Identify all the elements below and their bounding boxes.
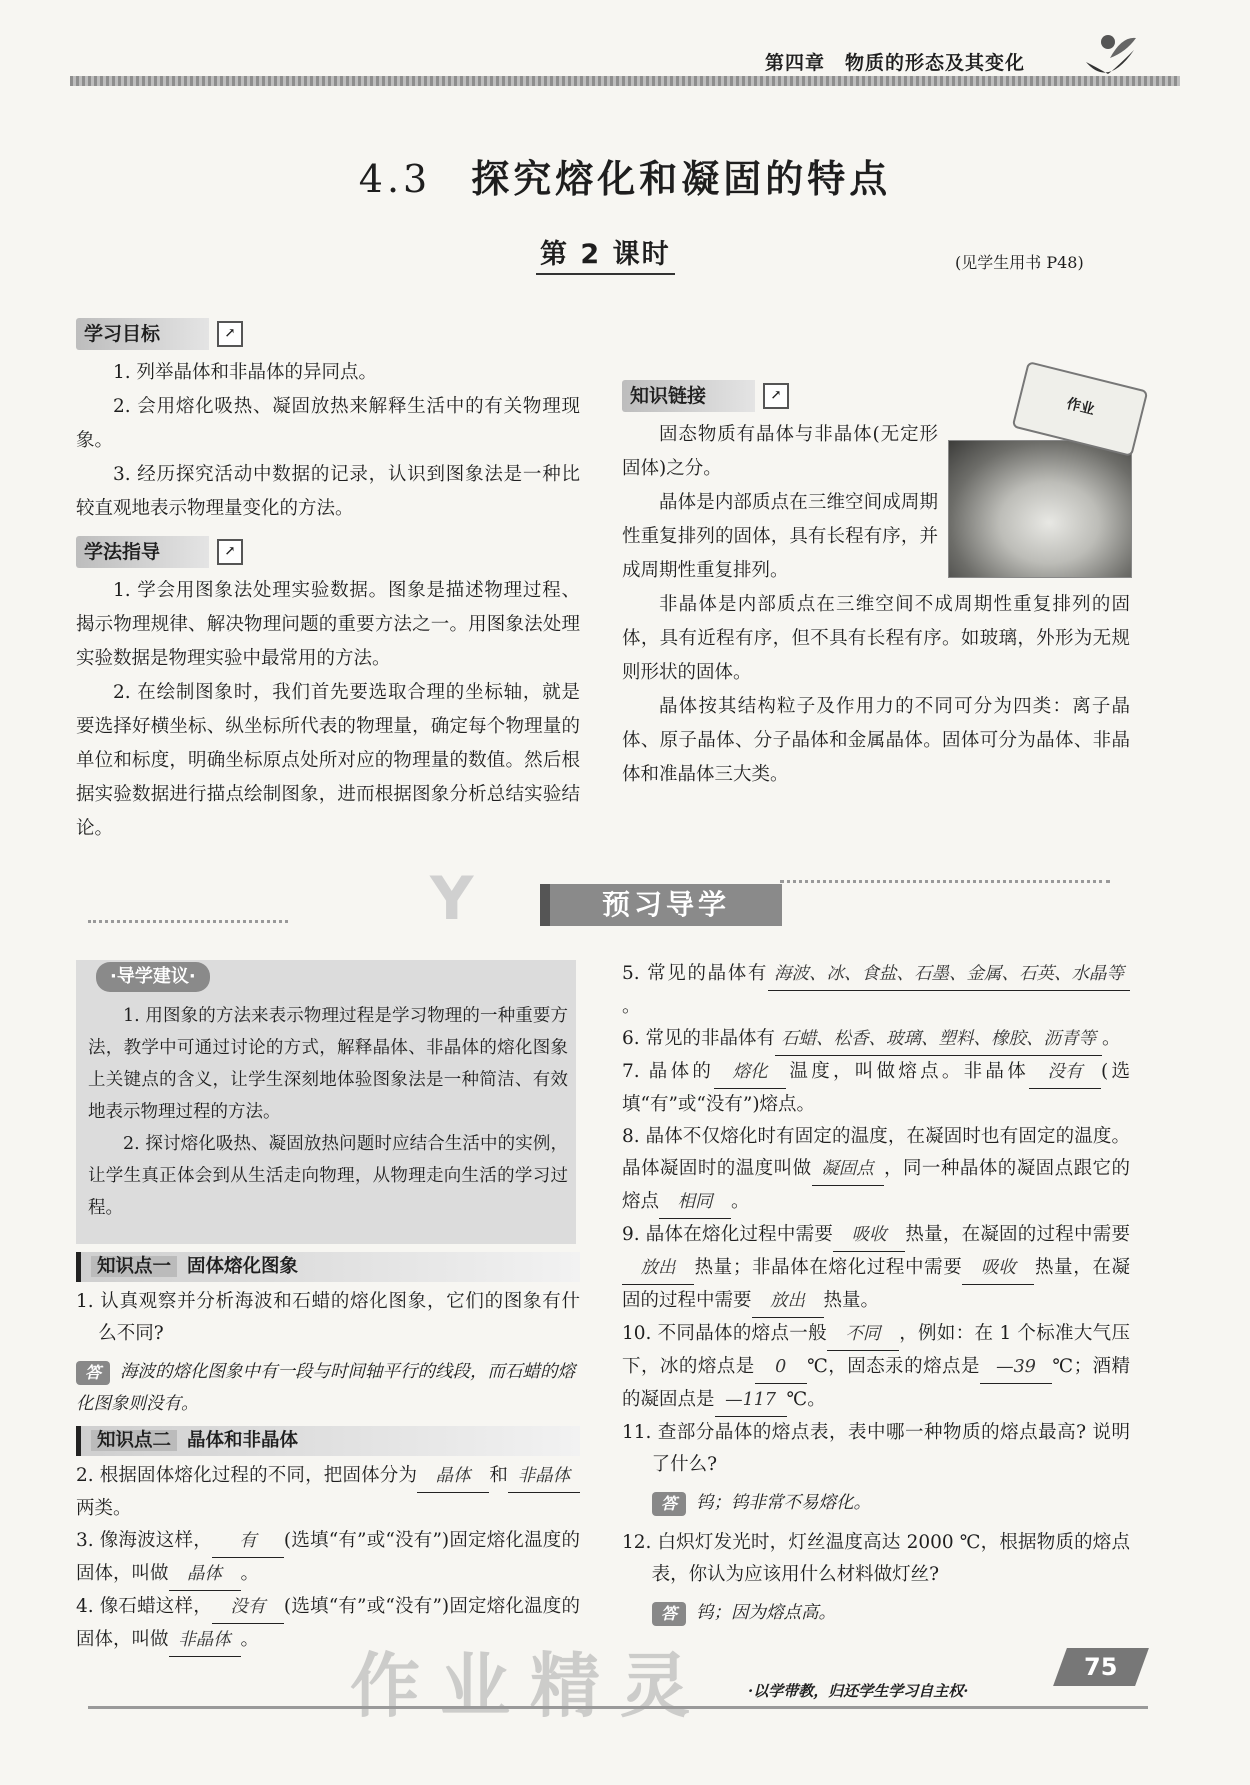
page-number-text: 75 bbox=[1084, 1653, 1118, 1681]
q10-post: ℃。 bbox=[786, 1389, 826, 1410]
q9-blank-2: 放出 bbox=[622, 1252, 694, 1285]
q7-post: (选填“有”或“没有”)熔点。 bbox=[622, 1061, 1130, 1115]
q3-mid: (选填“有”或“没有”)固定熔化温度的固体，叫做 bbox=[76, 1530, 580, 1584]
kp2-heading bbox=[76, 1426, 580, 1456]
method-item: 1. 学会用图象法处理实验数据。图象是描述物理过程、揭示物理规律、解决物理问题的重要方法之一。用图象法处理实验数据是物理实验中最常用的方法。 bbox=[76, 580, 580, 669]
q2-post: 两类。 bbox=[76, 1498, 132, 1519]
q9-m3: 热量，在凝固的过程中需要 bbox=[622, 1257, 1130, 1311]
knowledge-points-left bbox=[76, 1252, 580, 1657]
chapter-header: 第四章 物质的形态及其变化 bbox=[765, 52, 1026, 74]
q10-blank-1: 不同 bbox=[827, 1318, 899, 1351]
homework-stamp: 作业 bbox=[1012, 361, 1149, 457]
question-8 bbox=[622, 1121, 1130, 1219]
lesson-label: 第 2 课时 bbox=[536, 232, 675, 275]
methods-tag: 学法指导 bbox=[76, 536, 209, 568]
kp1-title: 固体熔化图象 bbox=[187, 1256, 299, 1277]
q3-pre: 3. 像海波这样， bbox=[76, 1530, 212, 1551]
q9-blank-3: 吸收 bbox=[962, 1252, 1034, 1285]
kp2-title: 晶体和非晶体 bbox=[187, 1430, 299, 1451]
q5-post: 。 bbox=[622, 996, 641, 1017]
answer-1 bbox=[76, 1356, 580, 1420]
goal-item: 3. 经历探究活动中数据的记录，认识到图象法是一种比较直观地表示物理量变化的方法。 bbox=[76, 464, 580, 519]
q9-m2: 热量；非晶体在熔化过程中需要 bbox=[694, 1257, 963, 1278]
q3-blank-2: 晶体 bbox=[169, 1558, 241, 1591]
q9-blank-4: 放出 bbox=[752, 1285, 824, 1318]
q2-blank-1: 晶体 bbox=[417, 1460, 489, 1493]
q10-blank-3: —39 bbox=[980, 1351, 1052, 1384]
answer-1-text: 海波的熔化图象中有一段与时间轴平行的线段，而石蜡的熔化图象则没有。 bbox=[76, 1362, 575, 1414]
q4-blank-2: 非晶体 bbox=[169, 1624, 241, 1657]
footer-line bbox=[88, 1706, 1148, 1709]
watermark: 作业精灵 bbox=[350, 1645, 710, 1727]
q10-blank-2: 0 bbox=[755, 1351, 807, 1384]
section-title: 探究熔化和凝固的特点 bbox=[471, 157, 892, 201]
knowledge-paragraph: 晶体是内部质点在三维空间成周期性重复排列的固体，具有长程有序，并成周期性重复排列。 bbox=[622, 492, 938, 581]
arrow-icon: ↗ bbox=[217, 321, 243, 347]
q9-m1: 热量，在凝固的过程中需要 bbox=[905, 1224, 1130, 1245]
q6-post: 。 bbox=[1102, 1028, 1121, 1049]
q10-pre: 10. 不同晶体的熔点一般 bbox=[622, 1323, 827, 1344]
q2-mid: 和 bbox=[489, 1465, 508, 1486]
header-band bbox=[70, 76, 1180, 86]
question-12: 12. 白炽灯发光时，灯丝温度高达 2000 ℃，根据物质的熔点表，你认为应该用什么材料做灯丝? bbox=[622, 1532, 1130, 1585]
q8-post: 。 bbox=[731, 1191, 750, 1212]
goal-item: 1. 列举晶体和非晶体的异同点。 bbox=[113, 362, 378, 383]
footer-motto: ·以学带教，归还学生学习自主权· bbox=[748, 1682, 969, 1700]
questions-right bbox=[622, 958, 1130, 1629]
q6-pre: 6. 常见的非晶体有 bbox=[622, 1028, 776, 1049]
q9-pre: 9. 晶体在熔化过程中需要 bbox=[622, 1224, 834, 1245]
question-6 bbox=[622, 1023, 1130, 1056]
crystal-salt-photo bbox=[948, 440, 1132, 578]
arrow-icon: ↗ bbox=[763, 383, 789, 409]
answer-badge-icon: 答 bbox=[76, 1361, 110, 1385]
question-7 bbox=[622, 1056, 1130, 1121]
kp1-label: 知识点一 bbox=[91, 1256, 177, 1277]
q8-pre: 8. 晶体不仅熔化时有固定的温度，在凝固时也有固定的温度。晶体凝固时的温度叫做 bbox=[622, 1126, 1130, 1179]
q9-post: 热量。 bbox=[823, 1290, 880, 1311]
banner-divider-left bbox=[88, 920, 288, 923]
knowledge-paragraph: 固态物质有晶体与非晶体(无定形固体)之分。 bbox=[622, 424, 938, 479]
q7-blank-1: 熔化 bbox=[714, 1056, 786, 1089]
q7-mid: 温度，叫做熔点。非晶体 bbox=[786, 1061, 1029, 1082]
answer-badge-icon: 答 bbox=[652, 1602, 686, 1626]
goal-item: 2. 会用熔化吸热、凝固放热来解释生活中的有关物理现象。 bbox=[76, 396, 580, 451]
knowledge-link-tag: 知识链接 bbox=[622, 380, 755, 412]
question-3 bbox=[76, 1525, 580, 1591]
q4-mid: (选填“有”或“没有”)固定熔化温度的固体，叫做 bbox=[76, 1596, 580, 1650]
guide-item: 2. 探讨熔化吸热、凝固放热问题时应结合生活中的实例，让学生真正体会到从生活走向物理，从物理走向生活的学习过程。 bbox=[88, 1134, 568, 1218]
banner-letter: Y bbox=[430, 864, 474, 934]
q10-m1: ，例如：在 1 个标准大气压下，冰的熔点是 bbox=[622, 1323, 1130, 1377]
guide-content bbox=[88, 1000, 568, 1224]
q5-blank: 海波、冰、食盐、石墨、金属、石英、水晶等 bbox=[768, 958, 1130, 991]
q2-pre: 2. 根据固体熔化过程的不同，把固体分为 bbox=[76, 1465, 418, 1486]
q5-pre: 5. 常见的晶体有 bbox=[622, 963, 768, 984]
q3-blank-1: 有 bbox=[212, 1525, 284, 1558]
banner-divider-right bbox=[780, 880, 1110, 883]
q10-m2: ℃，固态汞的熔点是 bbox=[806, 1356, 980, 1377]
q6-blank: 石蜡、松香、玻璃、塑料、橡胶、沥青等 bbox=[775, 1023, 1102, 1056]
q9-blank-1: 吸收 bbox=[833, 1219, 905, 1252]
answer-11 bbox=[652, 1487, 1130, 1519]
q4-pre: 4. 像石蜡这样， bbox=[76, 1596, 212, 1617]
page-title bbox=[0, 148, 1250, 203]
guide-item: 1. 用图象的方法来表示物理过程是学习物理的一种重要方法，教学中可通过讨论的方式，解释晶体、非晶体的熔化图象上关键点的含义，让学生深刻地体验图象法是一种简洁、有效地表示物理过程的方法。 bbox=[88, 1006, 568, 1122]
answer-12-text: 钨；因为熔点高。 bbox=[696, 1603, 836, 1623]
question-1: 1. 认真观察并分析海波和石蜡的熔化图象，它们的图象有什么不同? bbox=[76, 1291, 580, 1344]
preview-banner: 预习导学 bbox=[540, 884, 782, 926]
q2-blank-2: 非晶体 bbox=[508, 1460, 580, 1493]
question-9 bbox=[622, 1219, 1130, 1318]
q3-post: 。 bbox=[240, 1563, 260, 1584]
q8-mid: ，同一种晶体的凝固点跟它的熔点 bbox=[622, 1158, 1130, 1212]
q10-m3: ℃；酒精的凝固点是 bbox=[622, 1356, 1130, 1410]
arrow-icon: ↗ bbox=[217, 539, 243, 565]
question-5 bbox=[622, 958, 1130, 1023]
question-10 bbox=[622, 1318, 1130, 1417]
q8-blank-2: 相同 bbox=[659, 1186, 731, 1219]
answer-12 bbox=[652, 1597, 1130, 1629]
q8-blank-1: 凝固点 bbox=[812, 1153, 884, 1186]
question-11: 11. 查部分晶体的熔点表，表中哪一种物质的熔点最高? 说明了什么? bbox=[622, 1422, 1130, 1475]
q10-blank-4: —117 bbox=[715, 1384, 787, 1417]
knowledge-paragraph: 非晶体是内部质点在三维空间不成周期性重复排列的固体，具有近程有序，但不具有长程有序。如玻璃，外形为无规则形状的固体。 bbox=[622, 594, 1130, 683]
goals-tag: 学习目标 bbox=[76, 318, 209, 350]
q4-blank-1: 没有 bbox=[212, 1591, 284, 1624]
kp1-heading bbox=[76, 1252, 580, 1282]
kp2-label: 知识点二 bbox=[91, 1430, 177, 1451]
page-number bbox=[1053, 1648, 1149, 1686]
answer-badge-icon: 答 bbox=[652, 1492, 686, 1516]
sprout-logo-icon bbox=[1080, 28, 1140, 88]
guide-tag: ·导学建议· bbox=[96, 962, 210, 992]
lesson-reference: (见学生用书 P48) bbox=[955, 253, 1084, 272]
knowledge-paragraph: 晶体按其结构粒子及作用力的不同可分为四类：离子晶体、原子晶体、分子晶体和金属晶体。固体可分为晶体、非晶体和准晶体三大类。 bbox=[622, 696, 1130, 785]
q7-blank-2: 没有 bbox=[1029, 1056, 1101, 1089]
goals-section bbox=[76, 318, 580, 846]
q4-post: 。 bbox=[240, 1629, 260, 1650]
question-2 bbox=[76, 1460, 580, 1525]
q7-pre: 7. 晶体的 bbox=[622, 1061, 715, 1082]
answer-11-text: 钨；钨非常不易熔化。 bbox=[696, 1493, 871, 1513]
method-item: 2. 在绘制图象时，我们首先要选取合理的坐标轴，就是要选择好横坐标、纵坐标所代表的物理量，确定每个物理量的单位和标度，明确坐标原点处所对应的物理量的数值。然后根据实验数据进行描点绘制图象，进而根据图象分析总结实验结论。 bbox=[76, 682, 580, 839]
section-number: 4.3 bbox=[358, 157, 432, 201]
